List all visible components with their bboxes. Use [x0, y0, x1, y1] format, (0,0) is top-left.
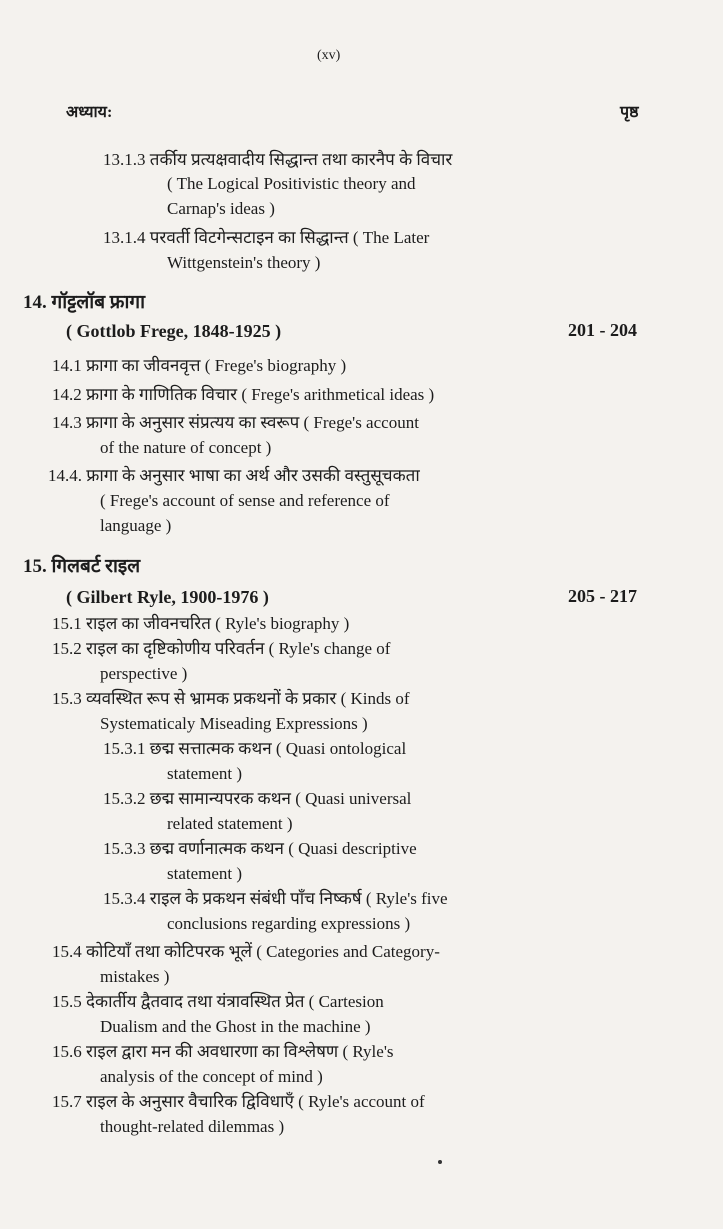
toc-entry-15-2: 15.2 राइल का दृष्टिकोणीय परिवर्तन ( Ryle's change of [52, 639, 391, 658]
toc-entry-15-3: 15.3 व्यवस्थित रूप से भ्रामक प्रकथनों के प्रकार ( Kinds of [52, 689, 410, 708]
toc-entry-15-3-cont: Systematicaly Miseading Expressions ) [100, 714, 368, 733]
toc-entry-13-1-4: 13.1.4 परवर्ती विटगेन्सटाइन का सिद्धान्त ( The Later [103, 228, 430, 247]
toc-entry-15-2-cont: perspective ) [100, 664, 188, 683]
toc-entry-15-3-1: 15.3.1 छद्म सत्तात्मक कथन ( Quasi ontological [103, 739, 407, 758]
toc-entry-14-3: 14.3 फ्रागा के अनुसार संप्रत्यय का स्वरूप ( Frege's account [52, 413, 419, 432]
header-chapter-label: अध्याय: [66, 104, 113, 121]
toc-entry-14-1: 14.1 फ्रागा का जीवनवृत्त ( Frege's biography ) [52, 356, 347, 375]
toc-entry-13-1-3-cont: ( The Logical Positivistic theory and [167, 174, 416, 193]
toc-entry-15-3-4-cont: conclusions regarding expressions ) [167, 914, 411, 933]
page-number: (xv) [317, 48, 341, 63]
chapter-14-title: 14. गॉट्टलॉब फ्रागा [23, 292, 145, 313]
toc-entry-15-4-cont: mistakes ) [100, 967, 170, 986]
toc-entry-14-4-cont: language ) [100, 516, 172, 535]
chapter-14-pages: 201 - 204 [568, 320, 637, 340]
toc-entry-15-3-3: 15.3.3 छद्म वर्णानात्मक कथन ( Quasi descriptive [103, 839, 417, 858]
toc-entry-15-3-2-cont: related statement ) [167, 814, 293, 833]
toc-entry-15-5-cont: Dualism and the Ghost in the machine ) [100, 1017, 371, 1036]
toc-entry-13-1-3: 13.1.3 तर्कीय प्रत्यक्षवादीय सिद्धान्त तथा कारनैप के विचार [103, 150, 453, 169]
toc-entry-15-3-4: 15.3.4 राइल के प्रकथन संबंधी पाँच निष्कर्ष ( Ryle's five [103, 889, 448, 908]
ink-speck [438, 1160, 442, 1164]
toc-entry-14-3-cont: of the nature of concept ) [100, 438, 272, 457]
toc-entry-15-7-cont: thought-related dilemmas ) [100, 1117, 285, 1136]
toc-entry-14-4-cont: ( Frege's account of sense and reference of [100, 491, 390, 510]
chapter-14-subtitle: ( Gottlob Frege, 1848-1925 ) [66, 321, 282, 341]
toc-entry-15-1: 15.1 राइल का जीवनचरित ( Ryle's biography ) [52, 614, 350, 633]
toc-entry-13-1-3-cont: Carnap's ideas ) [167, 199, 275, 218]
toc-entry-15-5: 15.5 देकार्तीय द्वैतवाद तथा यंत्रावस्थित प्रेत ( Cartesion [52, 992, 384, 1011]
toc-entry-15-7: 15.7 राइल के अनुसार वैचारिक द्विविधाएँ ( Ryle's account of [52, 1092, 425, 1111]
header-page-label: पृष्ठ [620, 104, 639, 121]
toc-entry-15-3-1-cont: statement ) [167, 764, 243, 783]
toc-entry-14-2: 14.2 फ्रागा के गाणितिक विचार ( Frege's arithmetical ideas ) [52, 385, 435, 404]
chapter-15-subtitle: ( Gilbert Ryle, 1900-1976 ) [66, 587, 269, 607]
toc-entry-13-1-4-cont: Wittgenstein's theory ) [167, 253, 321, 272]
toc-entry-14-4: 14.4. फ्रागा के अनुसार भाषा का अर्थ और उसकी वस्तुसूचकता [48, 466, 420, 485]
chapter-15-title: 15. गिलबर्ट राइल [23, 556, 141, 577]
toc-entry-15-3-2: 15.3.2 छद्म सामान्यपरक कथन ( Quasi universal [103, 789, 412, 808]
chapter-15-pages: 205 - 217 [568, 586, 637, 606]
toc-entry-15-4: 15.4 कोटियाँ तथा कोटिपरक भूलें ( Categories and Category- [52, 942, 440, 961]
toc-entry-15-6-cont: analysis of the concept of mind ) [100, 1067, 323, 1086]
toc-entry-15-6: 15.6 राइल द्वारा मन की अवधारणा का विश्लेषण ( Ryle's [52, 1042, 394, 1061]
toc-entry-15-3-3-cont: statement ) [167, 864, 243, 883]
